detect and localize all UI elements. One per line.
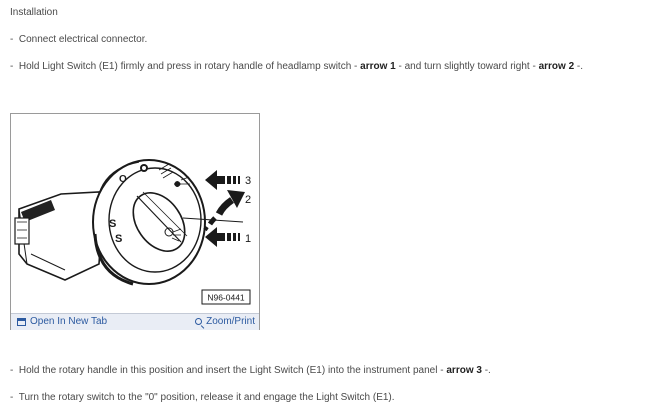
arrow-2-label: 2: [245, 194, 252, 206]
arrow-1-ref: arrow 1: [360, 61, 396, 72]
arrow-3-ref: arrow 3: [446, 365, 482, 376]
new-tab-icon: [17, 318, 26, 326]
step-connect-connector: - Connect electrical connector.: [10, 34, 148, 45]
light-switch-illustration: [11, 114, 259, 313]
open-in-new-tab-label: Open In New Tab: [30, 316, 108, 327]
zoom-print-link[interactable]: [195, 316, 255, 327]
figure-id-label: N96-0441: [207, 292, 245, 303]
open-in-new-tab-link[interactable]: [17, 316, 107, 327]
zoom-print-label: Zoom/Print: [206, 316, 255, 327]
step-hold-and-press: - Hold Light Switch (E1) firmly and press in rotary handle of headlamp switch - arrow 1 - and turn slightly toward right - arrow 2 -.: [10, 61, 584, 72]
arrow-1-label: 1: [245, 233, 252, 245]
arrow-2-icon: [205, 190, 245, 230]
installation-figure: [10, 113, 260, 330]
step-turn-and-engage: - Turn the rotary switch to the "0" position, release it and engage the Light Switch (E1).: [10, 392, 395, 403]
arrow-3-icon: [205, 170, 240, 190]
step-hold-and-insert: - Hold the rotary handle in this position and insert the Light Switch (E1) into the instrument panel - arrow 3 -.: [10, 365, 491, 376]
installation-heading: Installation: [10, 7, 58, 18]
position-s-mark-2: S: [115, 233, 123, 245]
position-s-mark-1: S: [109, 218, 117, 230]
arrow-2-ref: arrow 2: [538, 61, 575, 72]
arrow-1-icon: [205, 227, 240, 247]
magnifier-icon: [195, 318, 202, 325]
arrow-3-label: 3: [245, 175, 252, 187]
position-zero-mark: O: [119, 174, 127, 185]
figure-toolbar: [11, 313, 259, 330]
